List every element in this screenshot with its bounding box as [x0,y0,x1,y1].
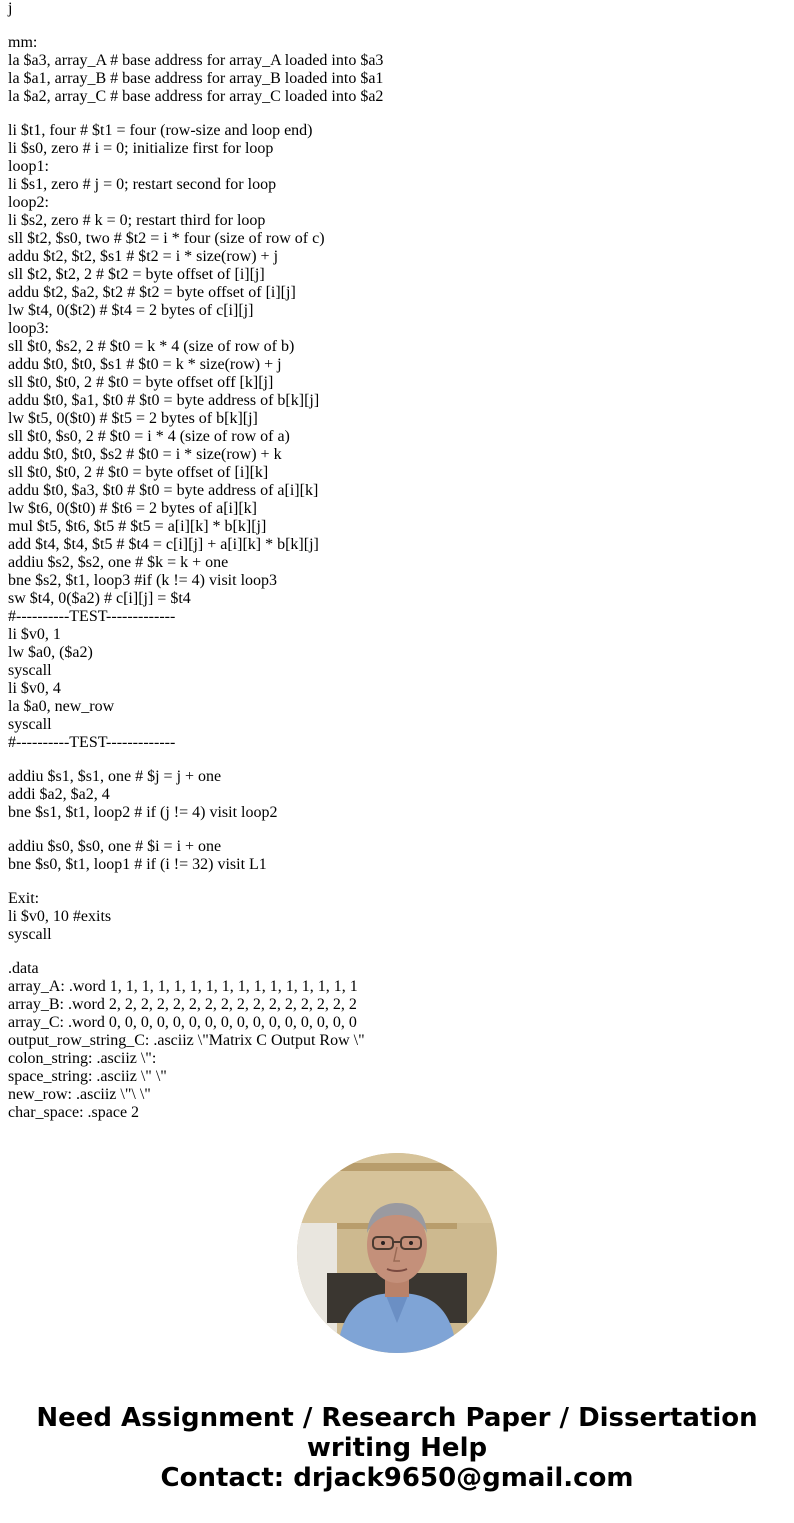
code-line: bne $s2, $t1, loop3 #if (k != 4) visit loop3 [8,572,278,589]
code-line: array_B: .word 2, 2, 2, 2, 2, 2, 2, 2, 2, 2, 2, 2, 2, 2, 2, 2 [8,996,357,1013]
code-line: addu $t2, $t2, $s1 # $t2 = i * size(row) + j [8,248,279,265]
code-line: bne $s0, $t1, loop1 # if (i != 32) visit L1 [8,856,267,873]
code-line: la $a1, array_B # base address for array_B loaded into $a1 [8,70,384,87]
code-line: loop1: [8,158,49,175]
code-line: loop3: [8,320,49,337]
code-line: Exit: [8,890,40,907]
code-line: addiu $s1, $s1, one # $j = j + one [8,768,222,785]
code-line: lw $t4, 0($t2) # $t4 = 2 bytes of c[i][j] [8,302,254,319]
presenter-photo [297,1153,497,1353]
code-line [8,752,788,768]
code-line: sll $t0, $t0, 2 # $t0 = byte offset of [i][k] [8,464,269,481]
code-line: addu $t0, $t0, $s2 # $t0 = i * size(row) + k [8,446,282,463]
code-line: sll $t0, $t0, 2 # $t0 = byte offset off [k][j] [8,374,274,391]
code-line: addu $t0, $a1, $t0 # $t0 = byte address of b[k][j] [8,392,320,409]
code-line: li $s2, zero # k = 0; restart third for loop [8,212,266,229]
code-line: char_space: .space 2 [8,1104,140,1121]
code-line: la $a0, new_row [8,698,115,715]
code-line: la $a2, array_C # base address for array_C loaded into $a2 [8,88,384,105]
code-line: addi $a2, $a2, 4 [8,786,110,803]
code-line: addiu $s0, $s0, one # $i = i + one [8,838,222,855]
code-line: li $v0, 4 [8,680,61,697]
code-line: bne $s1, $t1, loop2 # if (j != 4) visit loop2 [8,804,278,821]
code-line: li $t1, four # $t1 = four (row-size and loop end) [8,122,313,139]
code-line [8,822,788,838]
code-line: sll $t0, $s2, 2 # $t0 = k * 4 (size of row of b) [8,338,295,355]
code-line: new_row: .asciiz \"\ \" [8,1086,151,1103]
code-line: #----------TEST------------- [8,608,176,625]
code-line: sll $t2, $s0, two # $t2 = i * four (size of row of c) [8,230,325,247]
code-line: li $v0, 10 #exits [8,908,112,925]
code-line: li $s1, zero # j = 0; restart second for loop [8,176,277,193]
code-line: sll $t2, $t2, 2 # $t2 = byte offset of [i][j] [8,266,265,283]
code-line [8,944,788,960]
code-listing [8,0,788,1122]
code-line: lw $t5, 0($t0) # $t5 = 2 bytes of b[k][j] [8,410,258,427]
code-line: syscall [8,662,52,679]
code-line [8,106,788,122]
code-line: syscall [8,926,52,943]
code-line: la $a3, array_A # base address for array_A loaded into $a3 [8,52,384,69]
code-line [8,874,788,890]
code-line: lw $a0, ($a2) [8,644,93,661]
code-line: j [8,0,13,17]
code-line: sw $t4, 0($a2) # c[i][j] = $t4 [8,590,191,607]
code-line: mm: [8,34,38,51]
avatar [297,1153,497,1353]
code-line: addiu $s2, $s2, one # $k = k + one [8,554,229,571]
code-line: loop2: [8,194,49,211]
code-line: add $t4, $t4, $t5 # $t4 = c[i][j] + a[i][k] * b[k][j] [8,536,319,553]
code-line: space_string: .asciiz \" \" [8,1068,167,1085]
code-line: addu $t2, $a2, $t2 # $t2 = byte offset of [i][j] [8,284,296,301]
promo-contact: Contact: drjack9650@gmail.com [160,1463,634,1493]
code-line: colon_string: .asciiz \": [8,1050,157,1067]
code-line: #----------TEST------------- [8,734,176,751]
promo-line-1: Need Assignment / Research Paper / Dissertation [36,1403,758,1433]
code-line: .data [8,960,39,977]
code-line: mul $t5, $t6, $t5 # $t5 = a[i][k] * b[k][j] [8,518,267,535]
code-line: li $s0, zero # i = 0; initialize first for loop [8,140,274,157]
code-line: li $v0, 1 [8,626,61,643]
code-line [8,18,788,34]
code-line: sll $t0, $s0, 2 # $t0 = i * 4 (size of row of a) [8,428,290,445]
code-line: addu $t0, $a3, $t0 # $t0 = byte address of a[i][k] [8,482,319,499]
promo-banner [0,1403,794,1493]
code-line: array_A: .word 1, 1, 1, 1, 1, 1, 1, 1, 1, 1, 1, 1, 1, 1, 1, 1 [8,978,358,995]
code-line: lw $t6, 0($t0) # $t6 = 2 bytes of a[i][k] [8,500,257,517]
code-line: syscall [8,716,52,733]
code-line: output_row_string_C: .asciiz \"Matrix C Output Row \" [8,1032,365,1049]
promo-line-2: writing Help [306,1433,488,1463]
code-line: array_C: .word 0, 0, 0, 0, 0, 0, 0, 0, 0, 0, 0, 0, 0, 0, 0, 0 [8,1014,357,1031]
code-line: addu $t0, $t0, $s1 # $t0 = k * size(row) + j [8,356,282,373]
